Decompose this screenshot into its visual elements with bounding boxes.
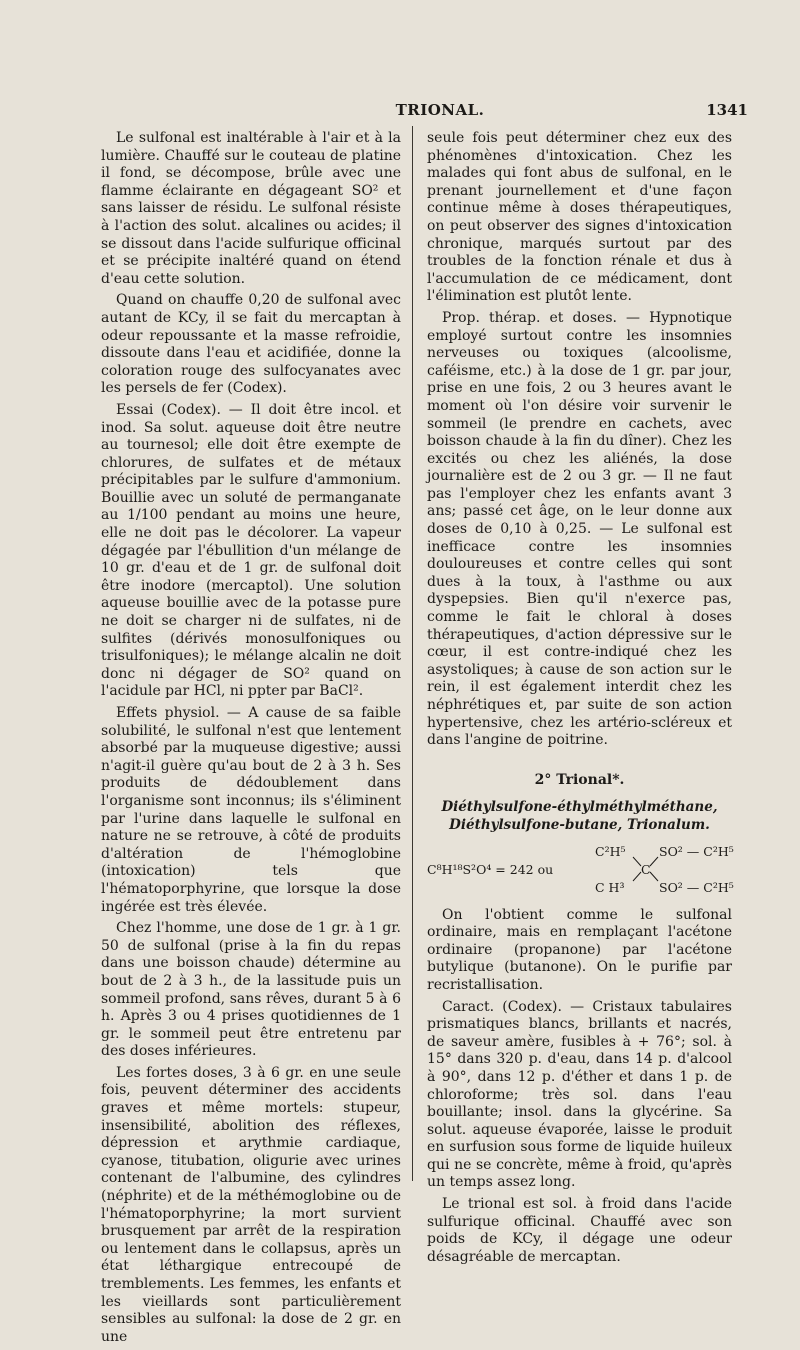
paragraph: On l'obtient comme le sulfonal ordinaire, mais en remplaçant l'acétone ordinaire (propanone) par l'acétone butylique (butanone). On le purifie par recristallisation. [427, 906, 732, 993]
formula-lower-left: C H³ [595, 879, 625, 895]
section-heading: 2° Trional*. [534, 771, 625, 788]
formula-upper-left: C²H⁵ [595, 843, 626, 859]
formula-upper-right: SO² — C²H⁵ [659, 843, 734, 859]
page-number: 1341 [706, 101, 748, 119]
paragraph: seule fois peut déterminer chez eux des phénomènes d'intoxication. Chez les malades qui font abus de sulfonal, en le prenant journellement et d'une façon continue même à doses thérapeutiques, on peut observer des signes d'intoxication chronique, marqués surtout par des troubles de la fonction rénale et dus à l'accumulation de ce médicament, dont l'élimination est plutôt lente. [427, 130, 732, 305]
paragraph: Effets physiol. — A cause de sa faible solubilité, le sulfonal n'est que lentement absorbé par la muqueuse digestive; aussi n'agit-il guère qu'au bout de 2 à 3 h. Ses produits de dédoublement dans l'organisme sont inconnus; ils s'éliminent par l'urine dans laquelle le sulfonal en nature ne se retrouve, à côté de produits d'altération de l'hémoglobine (intoxication) tels que l'hématoporphyrine, que lorsque la dose ingérée est très élevée. [101, 705, 401, 915]
paragraph: Le sulfonal est inaltérable à l'air et à la lumière. Chauffé sur le couteau de platine il fond, se décompose, brûle avec une flamme éclairante en dégageant SO² et sans laisser de résidu. Le sulfonal résiste à l'action des solut. alcalines ou acides; il se dissout dans l'acide sulfurique officinal et se précipite inaltéré quand on étend d'eau cette solution. [101, 130, 401, 287]
running-title: TRIONAL. [395, 101, 485, 119]
paragraph: Les fortes doses, 3 à 6 gr. en une seule fois, peuvent déterminer des accidents graves et même mortels: stupeur, insensibilité, abolition des réflexes, dépression et arythmie cardiaque, cyanose, titubation, oligurie avec urines contenant de l'albumine, des cylindres (néphrite) et de la méthémoglobine ou de l'hématoporphyrine; la mort survient brusquement par arrêt de la respiration ou lentement dans le collapsus, après un état léthargique entrecoupé de tremblements. Les femmes, les enfants et les vieillards sont particulièrement sensibles au sulfonal: la dose de 2 gr. en une [101, 1064, 401, 1345]
column-divider [412, 126, 413, 1181]
formula-center-carbon: C [641, 861, 651, 877]
page-header [132, 101, 748, 123]
paragraph: Quand on chauffe 0,20 de sulfonal avec autant de KCy, il se fait du mercaptan à odeur repoussante et la masse refroidie, dissoute dans l'eau et acidifiée, donne la coloration rouge des sulfocyanates avec les persels de fer (Codex). [101, 292, 401, 397]
paragraph: Caract. (Codex). — Cristaux tabulaires prismatiques blancs, brillants et nacrés, de saveur amère, fusibles à + 76°; sol. à 15° dans 320 p. d'eau, dans 14 p. d'alcool à 90°, dans 12 p. d'éther et dans 1 p. de chloroforme; très sol. dans l'eau bouillante; insol. dans la glycérine. Sa solut. aqueuse évaporée, laisse le produit en surfusion sous forme de liquide huileux qui ne se concrète, même à froid, qu'après un temps assez long. [427, 998, 732, 1191]
molecular-formula: C⁸H¹⁸S²O⁴ = 242 ou [427, 861, 554, 877]
left-column [101, 130, 401, 1350]
formula-lower-right: SO² — C²H⁵ [659, 879, 734, 895]
right-column [427, 130, 732, 1270]
paragraph: Essai (Codex). — Il doit être incol. et inod. Sa solut. aqueuse doit être neutre au tournesol; elle doit être exempte de chlorures, de sulfates et de métaux précipitables par le sulfure d'ammonium. Bouillie avec un soluté de permanganate au 1/100 pendant au moins une heure, elle ne doit pas le décolorer. La vapeur dégagée par l'ébullition d'un mélange de 10 gr. d'eau et de 1 gr. de sulfonal doit être inodore (mercaptol). Une solution aqueuse bouillie avec de la potasse pure ne doit se charger ni de sulfates, ni de sulfites (dérivés monosulfoniques ou trisulfoniques); le mélange alcalin ne doit donc ni dégager de SO² quand on l'acidule par HCl, ni ppter par BaCl². [101, 401, 401, 700]
chemical-formula [427, 841, 732, 897]
paragraph: Prop. thérap. et doses. — Hypnotique employé surtout contre les insomnies nerveuses ou toxiques (alcoolisme, caféisme, etc.) à la dose de 1 gr. par jour, prise en une fois, 2 ou 3 heures avant le moment où l'on désire voir survenir le sommeil (le prendre en cachets, avec boisson chaude à la fin du dîner). Chez les excités ou chez les aliénés, la dose journalière est de 2 ou 3 gr. — Il ne faut pas l'employer chez les enfants avant 3 ans; passé cet âge, on le leur donne aux doses de 0,10 à 0,25. — Le sulfonal est inefficace contre les insomnies douloureuses et contre celles qui sont dues à la toux, à l'asthme ou aux dyspepsies. Bien qu'il n'exerce pas, comme le fait le chloral à doses thérapeutiques, d'action dépressive sur le cœur, il est contre-indiqué chez les asystoliques; à cause de son action sur le rein, il est également interdit chez les néphrétiques et, par suite de son action hypertensive, chez les artério-scléreux et dans l'angine de poitrine. [427, 309, 732, 749]
paragraph: Le trional est sol. à froid dans l'acide sulfurique officinal. Chauffé avec son poids de KCy, il dégage une odeur désagréable de mercaptan. [427, 1196, 732, 1265]
paragraph: Chez l'homme, une dose de 1 gr. à 1 gr. 50 de sulfonal (prise à la fin du repas dans une boisson chaude) détermine au bout de 2 à 3 h., de la lassitude puis un sommeil profond, sans rêves, durant 5 à 6 h. Après 3 ou 4 prises quotidiennes de 1 gr. le sommeil peut être entretenu par des doses inférieures. [101, 920, 401, 1060]
synonyms: Diéthylsulfone-éthylméthylméthane, Diéthylsulfone-butane, Trionalum. [441, 799, 718, 833]
